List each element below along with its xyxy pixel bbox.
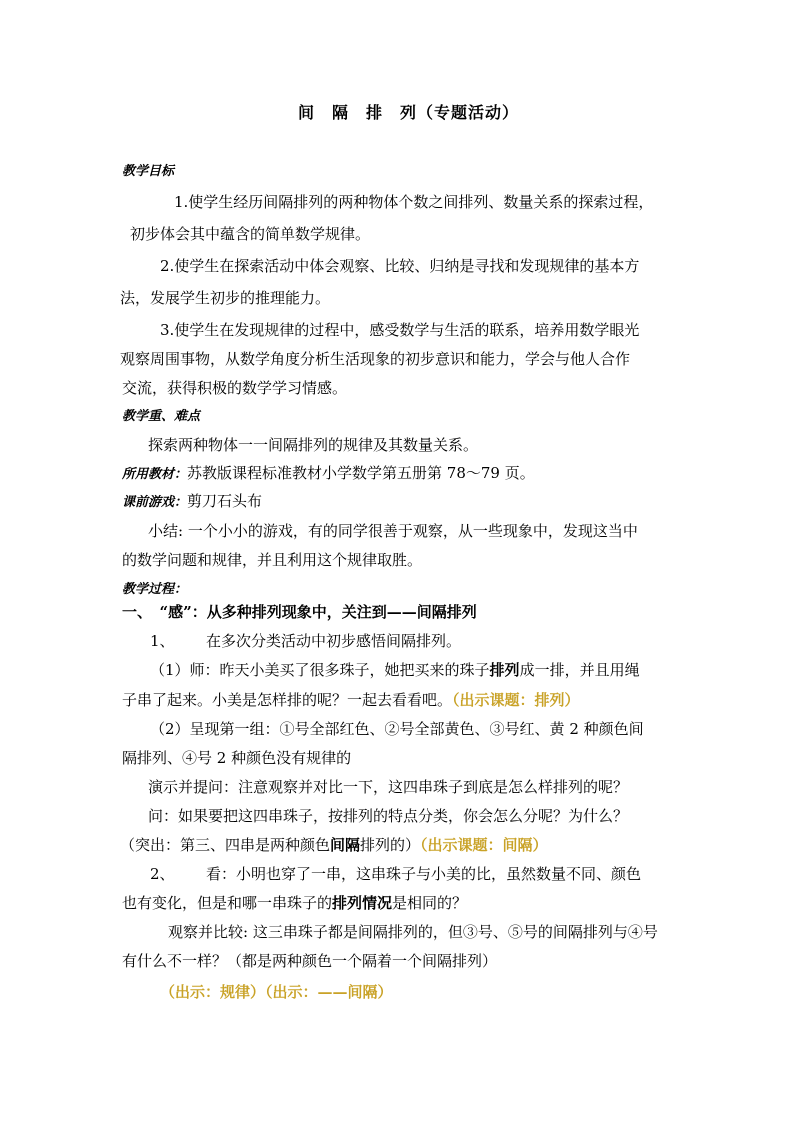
goal-3-line-3: 交流，获得积极的数学学习情感。 xyxy=(122,379,348,397)
page-title: 间 隔 排 列（专题活动） xyxy=(298,103,520,122)
item-1-2-line-2: 隔排列、④号 2 种颜色没有规律的 xyxy=(122,749,352,767)
item-1-1b-text: 子串了起来。小美是怎样排的呢？一起去看看吧。 xyxy=(122,691,453,709)
item-1-5-pre: （突出：第三、四串是两种颜色 xyxy=(120,836,331,854)
material-text: 苏教版课程标准教材小学数学第五册第 78～79 页。 xyxy=(187,464,535,482)
goal-heading: 教学目标 xyxy=(122,164,175,179)
item-2-line-4: 有什么不一样？（都是两种颜色一个隔着一个间隔排列） xyxy=(122,952,498,970)
item-2-line-2 xyxy=(122,893,467,913)
item-2-pre: 也有变化，但是和哪一串珠子的 xyxy=(122,894,333,912)
game-text: 剪刀石头布 xyxy=(187,492,263,510)
material-label: 所用教材： xyxy=(122,467,188,482)
item-2-post: 是相同的？ xyxy=(392,894,468,912)
item-1-1-pre: （1）师：昨天小美买了很多珠子，她把买来的珠子 xyxy=(150,661,490,679)
item-1-1-post: 成一排，并且用绳 xyxy=(519,661,640,679)
goal-3-line-2: 观察周围事物，从数学角度分析生活现象的初步意识和能力，学会与他人合作 xyxy=(120,350,631,368)
item-1-5-mid: 排列的） xyxy=(360,836,421,854)
goal-1-line-2: 初步体会其中蕴含的简单数学规律。 xyxy=(130,225,371,243)
item-1-5-bold: 间隔 xyxy=(330,836,361,854)
goal-3-line-1: 3.使学生在发现规律的过程中，感受数学与生活的联系，培养用数学眼光 xyxy=(160,321,640,339)
goal-2-line-2: 法，发展学生初步的推理能力。 xyxy=(120,289,331,307)
item-1-number: 1、 xyxy=(150,632,175,650)
item-1-1-line-2 xyxy=(122,690,580,710)
item-1-2-line-1: （2）呈现第一组：①号全部红色、②号全部黄色、③号红、黄 2 种颜色间 xyxy=(150,720,644,738)
material-line xyxy=(122,463,535,485)
item-1-1-line-1 xyxy=(150,660,640,680)
part-1-heading: 一、 “感”：从多种排列现象中，关注到——间隔排列 xyxy=(122,603,477,621)
key-text: 探索两种物体一一间隔排列的规律及其数量关系。 xyxy=(148,436,479,454)
summary-line-2: 的数学问题和规律，并且利用这个规律取胜。 xyxy=(122,551,423,569)
item-1-3: 演示并提问：注意观察并对比一下，这四串珠子到底是怎么样排列的呢？ xyxy=(148,778,629,796)
goal-1-line-1: 1.使学生经历间隔排列的两种物体个数之间排列、数量关系的探索过程， xyxy=(174,193,654,211)
item-2-line-1: 看：小明也穿了一串，这串珠子与小美的比，虽然数量不同、颜色 xyxy=(206,865,642,883)
item-1-1b-highlight: （出示课题：排列） xyxy=(452,691,580,709)
item-2-highlight: （出示：规律）（出示：——间隔） xyxy=(160,983,393,1001)
item-2-number: 2、 xyxy=(150,865,175,883)
goal-2-line-1: 2.使学生在探索活动中体会观察、比较、归纳是寻找和发现规律的基本方 xyxy=(160,257,640,275)
item-1-text: 在多次分类活动中初步感悟间隔排列。 xyxy=(206,632,462,650)
key-heading: 教学重、难点 xyxy=(122,409,201,424)
game-label: 课前游戏： xyxy=(122,495,188,510)
item-1-5-highlight: （出示课题：间隔） xyxy=(420,836,548,854)
summary-line-1: 小结: 一个小小的游戏，有的同学很善于观察，从一些现象中，发现这当中 xyxy=(148,522,638,540)
item-2-bold: 排列情况 xyxy=(332,894,393,912)
item-1-4: 问：如果要把这四串珠子，按排列的特点分类，你会怎么分呢？为什么？ xyxy=(148,807,629,825)
process-heading: 教学过程： xyxy=(122,582,188,597)
item-1-5 xyxy=(120,835,548,855)
item-1-1-bold: 排列 xyxy=(489,661,520,679)
game-line xyxy=(122,491,262,513)
item-2-line-3: 观察并比较: 这三串珠子都是间隔排列的，但③号、⑤号的间隔排列与④号 xyxy=(168,923,658,941)
